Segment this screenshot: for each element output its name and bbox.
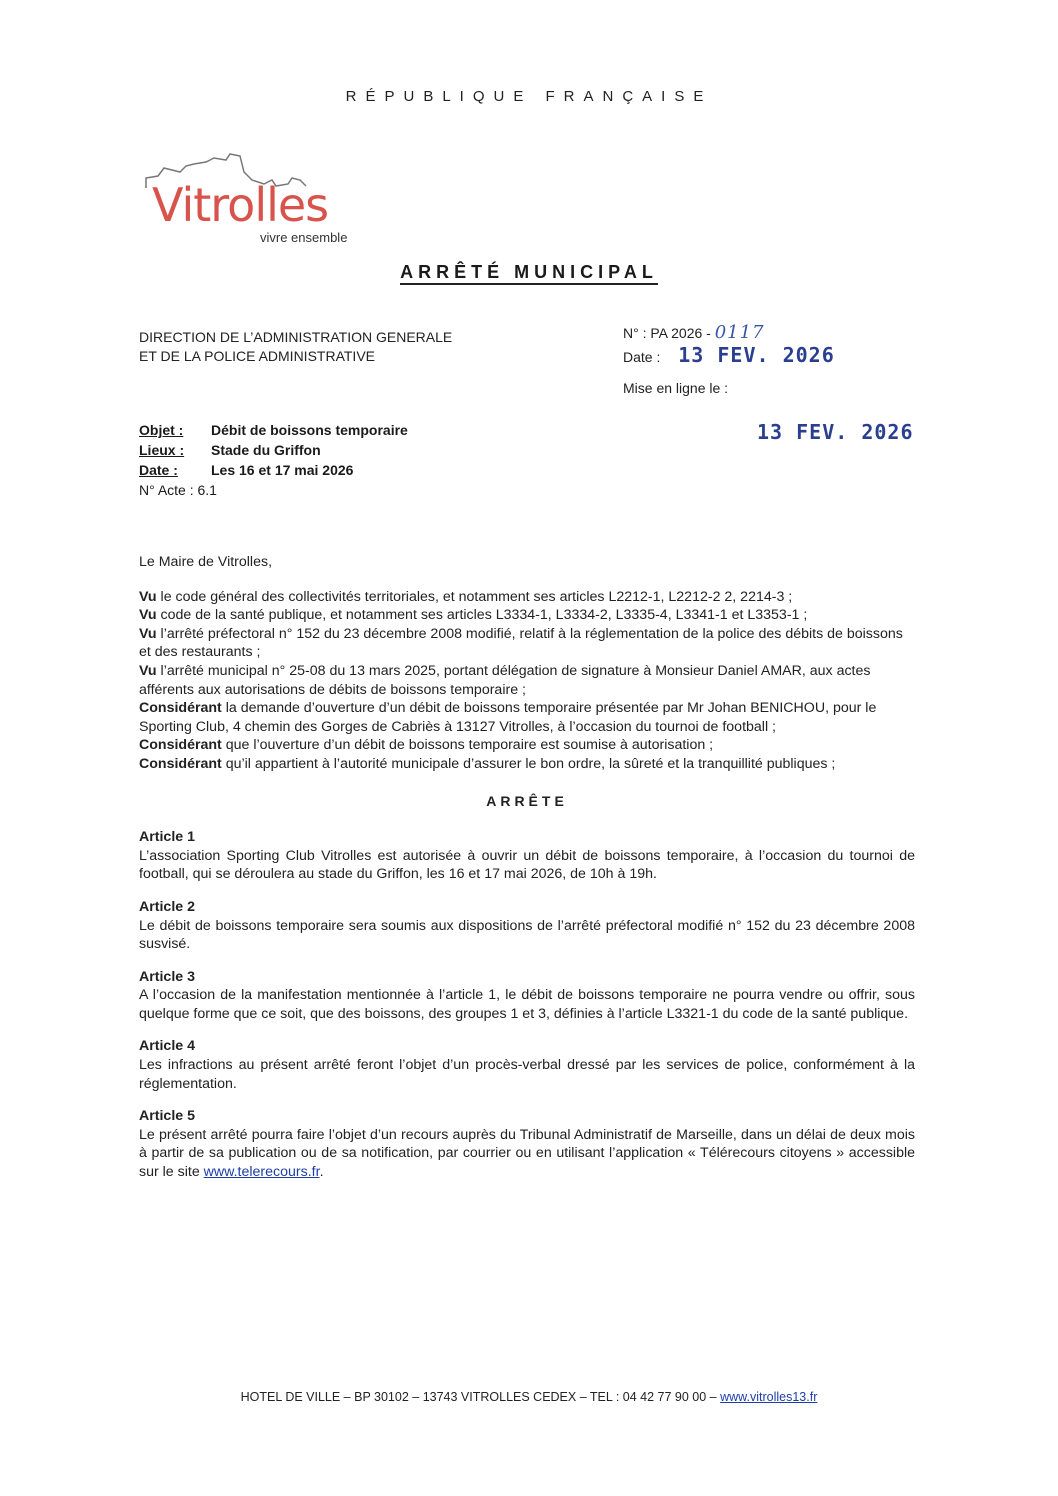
article-heading: Article 2	[139, 898, 195, 915]
article-heading: Article 5	[139, 1108, 195, 1125]
recital: Considérant qu’il appartient à l’autorité municipale d’assurer le bon ordre, la sûreté et la tranquillité publiques ;	[139, 755, 836, 772]
article-heading: Article 3	[139, 968, 195, 985]
recital: Vu code de la santé publique, et notamment ses articles L3334-1, L3334-2, L3335-4, L3341-1 et L3353-1 ;	[139, 607, 808, 624]
online-date-stamp: 13 FEV. 2026	[757, 420, 914, 444]
online-label: Mise en ligne le :	[623, 380, 729, 396]
republique-header: RÉPUBLIQUE FRANÇAISE	[345, 88, 713, 105]
subject-block: Objet : Débit de boissons temporaire Lieux : Stade du Griffon Date : Les 16 et 17 mai 2026 N° Acte : 6.1	[139, 422, 408, 498]
article-text: L’association Sporting Club Vitrolles est autorisée à ouvrir un débit de boissons temporaire, à l’occasion du tournoi de football, qui se déroulera au stade du Griffon, les 16 et 17 mai 2026, de 10h à 19h.	[139, 847, 915, 883]
date-stamp: 13 FEV. 2026	[678, 343, 835, 367]
handwritten-number: 0117	[714, 322, 765, 343]
footer: HOTEL DE VILLE – BP 30102 – 13743 VITROLLES CEDEX – TEL : 04 42 77 90 00 – www.vitrolles13.fr	[240, 1390, 818, 1404]
reference-date: Date : 13 FEV. 2026	[623, 343, 835, 367]
article-text: Le débit de boissons temporaire sera soumis aux dispositions de l’arrêté préfectoral modifié n° 152 du 23 décembre 2008 susvisé.	[139, 917, 915, 953]
document-title: ARRÊTÉ MUNICIPAL	[0, 262, 1058, 283]
recital: Considérant que l’ouverture d’un débit de boissons temporaire est soumise à autorisation ;	[139, 737, 714, 754]
recital: Considérant la demande d’ouverture d’un débit de boissons temporaire présentée par Mr Johan BENICHOU, pour le Sporting Club, 4 chemin des Gorges de Cabriès à 13127 Vitrolles, à l’occasion du tournoi de football ;	[139, 700, 877, 735]
article-text: Le présent arrêté pourra faire l’objet d’un recours auprès du Tribunal Administratif de Marseille, dans un délai de deux mois à partir de sa publication ou de sa notification, par courrier ou en utilisant l’application « Télérecours citoyens » accessible sur le site www.telerecours.fr.	[139, 1126, 915, 1181]
telerecours-link[interactable]: www.telerecours.fr	[203, 1164, 320, 1181]
article-heading: Article 1	[139, 829, 195, 846]
decision-title: ARRÊTE	[486, 792, 568, 809]
document-body	[139, 553, 915, 1182]
salutation: Le Maire de Vitrolles,	[139, 554, 273, 570]
acte-number: N° Acte : 6.1	[139, 482, 217, 498]
recital: Vu l’arrêté préfectoral n° 152 du 23 décembre 2008 modifié, relatif à la réglementation de la police des débits de boissons et des restaurants ;	[139, 625, 903, 661]
recital: Vu le code général des collectivités territoriales, et notamment ses articles L2212-1, L2212-2 2, 2214-3 ;	[139, 588, 793, 605]
logo-tagline: vivre ensemble	[260, 230, 348, 245]
footer-website-link[interactable]: www.vitrolles13.fr	[720, 1390, 818, 1404]
recital: Vu l’arrêté municipal n° 25-08 du 13 mars 2025, portant délégation de signature à Monsieur Daniel AMAR, aux actes afférents aux autorisations de débits de boissons temporaire ;	[139, 662, 871, 698]
articles	[139, 828, 915, 1182]
reference-block	[623, 322, 835, 368]
article-heading: Article 4	[139, 1038, 195, 1055]
article-text: Les infractions au présent arrêté feront l’objet d’un procès-verbal dressé par les services de police, conformément à la réglementation.	[139, 1057, 915, 1092]
issuing-direction: DIRECTION DE L’ADMINISTRATION GENERALE ET DE LA POLICE ADMINISTRATIVE	[139, 329, 453, 364]
recitals	[139, 588, 915, 774]
logo-wordmark: Vitrolles	[152, 178, 329, 232]
reference-number: N° : PA 2026 - 0117	[623, 322, 765, 343]
city-logo	[140, 150, 390, 250]
article-text: A l’occasion de la manifestation mentionnée à l’article 1, le débit de boissons temporaire ne pourra vendre ou offrir, sous quelque forme que ce soit, que des boissons, des groupes 1 et 3, définies à l’article L3321-1 du code de la santé publique.	[139, 987, 915, 1022]
